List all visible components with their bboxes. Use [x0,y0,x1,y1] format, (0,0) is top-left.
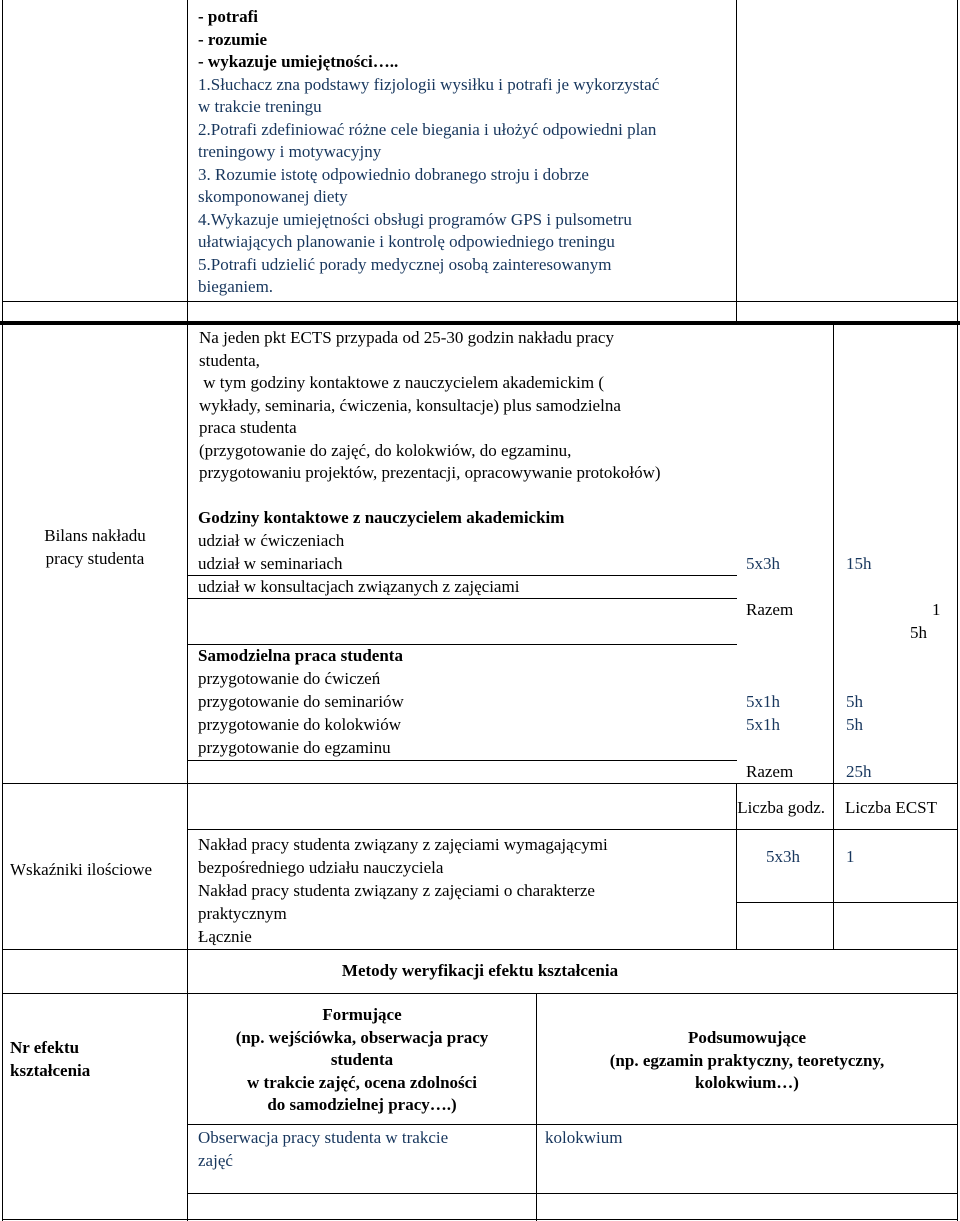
ects-intro-line: wykłady, seminaria, ćwiczenia, konsultacje) plus samodzielna [199,395,621,415]
effect-4-line-2: ułatwiających planowanie i kontrolę odpowiedniego treningu [198,232,615,251]
self-row-hours: 5h [846,715,863,734]
effect-4-line-1: 4.Wykazuje umiejętności obsługi programów GPS i pulsometru [198,209,632,229]
formative-line: studenta [330,1050,394,1069]
self-row-hours: 5h [846,692,863,711]
bilans-label-line-1: Bilans nakładu [44,526,146,545]
nr-efektu-line-2: kształcenia [10,1060,91,1080]
bilans-label [3,525,187,570]
summative-line: (np. egzamin praktyczny, teoretyczny, [609,1050,885,1070]
self-row-label: przygotowanie do seminariów [198,692,404,711]
effect-3-line-1: 3. Rozumie istotę odpowiednio dobranego stroju i dobrze [198,164,589,184]
formative-line: Formujące [322,1005,402,1024]
contact-row-label: udział w seminariach [198,554,343,573]
contact-row-label: udział w konsultacjach związanych z zajęciami [198,577,520,596]
contact-total-value: 1 [932,600,941,619]
col-ects-cell [834,797,957,823]
contact-hours-title: Godziny kontaktowe z nauczycielem akademickim [198,508,565,527]
nr-efektu-label [10,1037,180,1082]
self-row-calc: 5x1h [746,692,780,711]
self-row-label: przygotowanie do egzaminu [198,738,391,757]
effect-2-line-2: treningowy i motywacyjny [198,142,382,161]
summative-header [537,1027,957,1095]
row2-line-1: Nakład pracy studenta związany z zajęciami o charakterze [198,881,595,900]
ects-intro-line: studenta, [199,350,260,370]
self-total-value: 25h [846,762,872,781]
effect-5-line-1: 5.Potrafi udzielić porady medycznej osobą zainteresowanym [198,254,612,274]
self-total-label: Razem [746,762,794,781]
learning-effects [198,6,733,299]
ects-intro-line: przygotowaniu projektów, prezentacji, opracowywanie protokołów) [199,463,661,482]
effect-1-line-2: w trakcie treningu [198,97,322,116]
col-hours-cell [737,797,833,823]
self-row-label: przygotowanie do ćwiczeń [198,669,381,688]
ects-intro-line: praca studenta [199,418,297,437]
summative-value: kolokwium [545,1128,623,1147]
nr-efektu-line-1: Nr efektu [10,1038,80,1057]
effects-header-potrafi: - potrafi [198,7,258,26]
formative-line: do samodzielnej pracy….) [267,1095,457,1114]
ects-intro-line: (przygotowanie do zajęć, do kolokwiów, do egzaminu, [199,440,572,460]
effect-1-line-1: 1.Słuchacz zna podstawy fizjologii wysiłku i potrafi je wykorzystać [198,74,660,94]
row3-label: Łącznie [198,927,252,946]
effects-header-wykazuje: - wykazuje umiejętności….. [198,52,399,71]
formative-line: (np. wejściówka, obserwacja pracy [235,1027,489,1047]
summative-line: Podsumowujące [687,1028,807,1047]
formative-line: w trakcie zajęć, ocena zdolności [247,1072,477,1092]
ects-intro-line: Na jeden pkt ECTS przypada od 25-30 godzin nakładu pracy [199,328,614,347]
effect-5-line-2: bieganiem. [198,277,274,296]
formative-value [198,1127,528,1172]
row2-line-2: praktycznym [198,904,287,923]
contact-total-label: Razem [746,600,794,619]
row1-hours: 5x3h [766,847,800,866]
self-work-title: Samodzielna praca studenta [198,646,403,665]
contact-row-label: udział w ćwiczeniach [198,531,345,550]
self-row-label: przygotowanie do kolokwiów [198,715,402,734]
summative-line: kolokwium…) [695,1073,799,1092]
bilans-label-line-2: pracy studenta [45,548,145,568]
row1-line-2: bezpośredniego udziału nauczyciela [198,858,444,877]
wskazniki-label: Wskaźniki ilościowe [10,860,153,879]
formative-header [188,1004,536,1117]
contact-row-calc: 5x3h [746,554,780,573]
row1-line-1: Nakład pracy studenta związany z zajęciami wymagającymi [198,835,608,854]
formative-value-line-2: zajęć [198,1150,233,1170]
row1-ects: 1 [846,847,855,866]
effect-2-line-1: 2.Potrafi zdefiniować różne cele biegania i ułożyć odpowiedni plan [198,119,657,139]
formative-value-line-1: Obserwacja pracy studenta w trakcie [198,1128,449,1147]
ects-intro-line: w tym godziny kontaktowe z nauczycielem akademickim ( [199,373,605,392]
metody-title: Metody weryfikacji efektu kształcenia [341,961,619,980]
contact-total-value-unit: 5h [910,623,927,642]
col-hours-header: Liczba godz. [737,798,825,817]
effects-header-rozumie: - rozumie [198,29,268,49]
effect-3-line-2: skomponowanej diety [198,187,348,206]
self-row-calc: 5x1h [746,715,780,734]
contact-row-hours: 15h [846,554,872,573]
ects-intro [199,327,734,485]
col-ects-header: Liczba ECST [844,798,937,817]
